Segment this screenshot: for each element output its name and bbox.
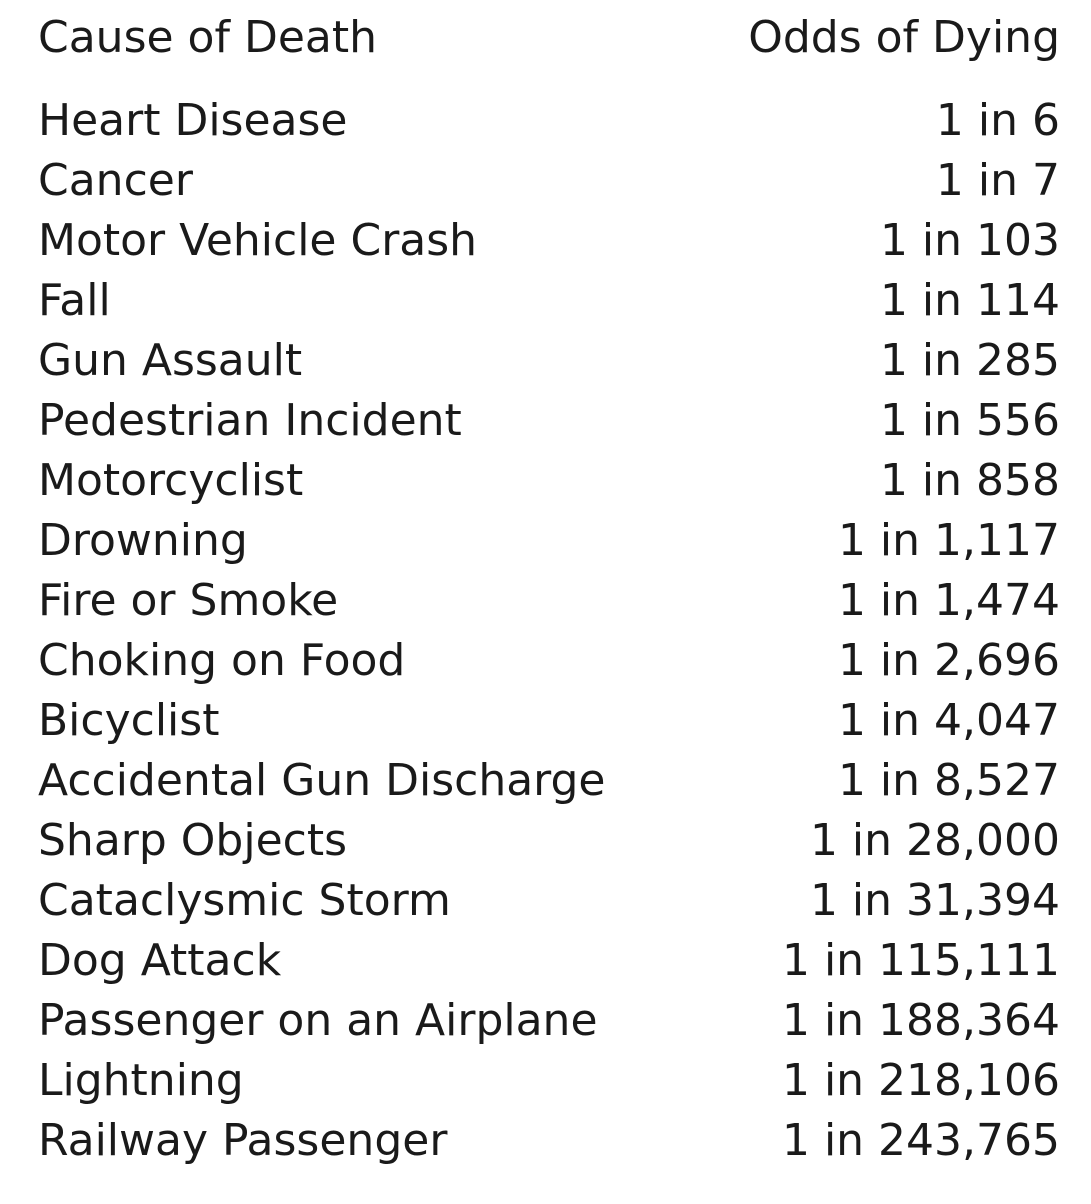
odds-cell: 1 in 1,474 (837, 575, 1060, 626)
table-row (38, 931, 1060, 991)
header-odds-of-dying: Odds of Dying (748, 12, 1060, 63)
cause-cell: Fall (38, 275, 111, 326)
cause-cell: Bicyclist (38, 695, 220, 746)
odds-cell: 1 in 114 (879, 275, 1060, 326)
table-row (38, 91, 1060, 151)
odds-cell: 1 in 115,111 (781, 935, 1060, 986)
header-cause-of-death: Cause of Death (38, 12, 378, 63)
cause-cell: Lightning (38, 1055, 244, 1106)
odds-cell: 1 in 103 (879, 215, 1060, 266)
odds-of-dying-table (38, 0, 1060, 1171)
table-row (38, 751, 1060, 811)
cause-cell: Motor Vehicle Crash (38, 215, 478, 266)
odds-cell: 1 in 285 (879, 335, 1060, 386)
table-row (38, 451, 1060, 511)
table-header (38, 0, 1060, 76)
table-row (38, 331, 1060, 391)
odds-cell: 1 in 2,696 (837, 635, 1060, 686)
odds-cell: 1 in 243,765 (781, 1115, 1060, 1166)
table-row (38, 1051, 1060, 1111)
cause-cell: Motorcyclist (38, 455, 304, 506)
cause-cell: Cancer (38, 155, 193, 206)
table-row (38, 571, 1060, 631)
table-row (38, 151, 1060, 211)
cause-cell: Cataclysmic Storm (38, 875, 451, 926)
table-row (38, 1111, 1060, 1171)
table-row (38, 631, 1060, 691)
cause-cell: Sharp Objects (38, 815, 348, 866)
odds-cell: 1 in 188,364 (781, 995, 1060, 1046)
cause-cell: Heart Disease (38, 95, 348, 146)
cause-cell: Railway Passenger (38, 1115, 448, 1166)
cause-cell: Choking on Food (38, 635, 406, 686)
odds-cell: 1 in 556 (879, 395, 1060, 446)
table-row (38, 511, 1060, 571)
table-row (38, 211, 1060, 271)
cause-cell: Pedestrian Incident (38, 395, 462, 446)
cause-cell: Passenger on an Airplane (38, 995, 598, 1046)
cause-cell: Dog Attack (38, 935, 282, 986)
odds-cell: 1 in 28,000 (809, 815, 1060, 866)
cause-cell: Drowning (38, 515, 248, 566)
table-row (38, 811, 1060, 871)
cause-cell: Gun Assault (38, 335, 303, 386)
table-row (38, 691, 1060, 751)
odds-cell: 1 in 218,106 (781, 1055, 1060, 1106)
cause-cell: Accidental Gun Discharge (38, 755, 606, 806)
odds-cell: 1 in 4,047 (837, 695, 1060, 746)
table-row (38, 871, 1060, 931)
odds-cell: 1 in 6 (935, 95, 1060, 146)
odds-cell: 1 in 858 (879, 455, 1060, 506)
cause-cell: Fire or Smoke (38, 575, 339, 626)
table-row (38, 271, 1060, 331)
table-row (38, 391, 1060, 451)
odds-cell: 1 in 31,394 (809, 875, 1060, 926)
odds-cell: 1 in 8,527 (837, 755, 1060, 806)
odds-cell: 1 in 1,117 (837, 515, 1060, 566)
odds-cell: 1 in 7 (935, 155, 1060, 206)
table-row (38, 991, 1060, 1051)
